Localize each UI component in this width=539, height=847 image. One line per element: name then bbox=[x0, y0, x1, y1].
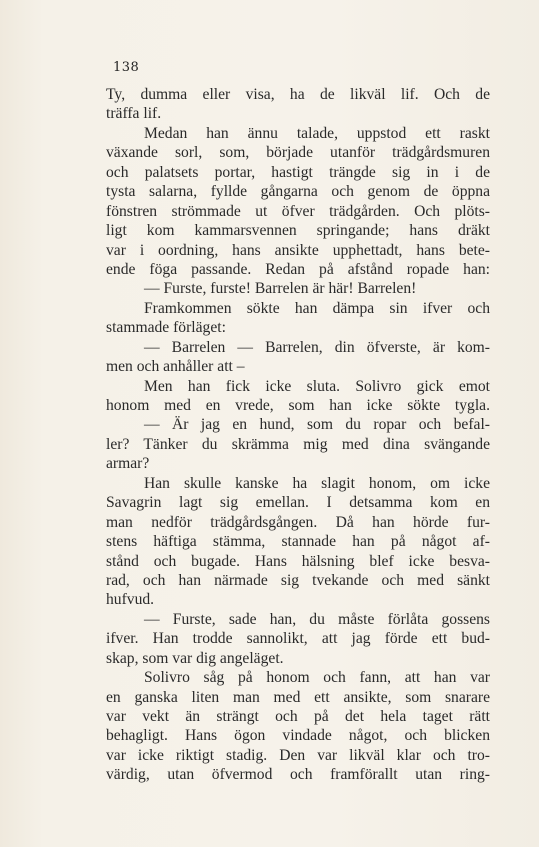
text-line: Savagrin lagt sig emellan. I detsamma kom en bbox=[106, 494, 490, 512]
text-line: rad, och han närmade sig tvekande och med sänkt bbox=[106, 571, 490, 589]
text-line: och palatsets portar, hastigt trängde sig in i de bbox=[106, 163, 490, 181]
text-line: behagligt. Hans ögon vindade något, och blicken bbox=[106, 727, 490, 745]
text-line: fönstren strömmade ut öfver trädgården. Och plöts- bbox=[106, 202, 490, 220]
text-line: ifver. Han trodde sannolikt, att jag förde ett bud- bbox=[106, 630, 490, 648]
text-line: stens häftiga stämma, stannade han på något af- bbox=[106, 533, 490, 551]
text-line: ler? Tänker du skrämma mig med dina svängande bbox=[106, 435, 490, 453]
text-line: var icke riktigt stadig. Den var likväl klar och tro- bbox=[106, 746, 490, 764]
text-line: Ty, dumma eller visa, ha de likväl lif. Och de bbox=[106, 86, 490, 103]
text-line: Medan han ännu talade, uppstod ett raskt bbox=[144, 124, 490, 142]
text-line: växande sorl, som, började utanför trädgårdsmuren bbox=[106, 144, 490, 162]
text-line: — Furste, sade han, du måste förlåta gossens bbox=[144, 610, 490, 628]
text-line: var vekt än strängt och på det hela taget rätt bbox=[106, 708, 490, 725]
text-line: ligt kom kammarsvennen springande; hans dräkt bbox=[106, 222, 490, 240]
text-line: träffa lif. bbox=[106, 105, 162, 123]
text-line: — Är jag en hund, som du ropar och befal- bbox=[144, 416, 490, 434]
text-line: stammade förläget: bbox=[106, 319, 226, 337]
page-number: 138 bbox=[113, 60, 140, 75]
text-line: armar? bbox=[106, 455, 150, 473]
text-line: man nedför trädgårdsgången. Då han hörde fur- bbox=[106, 513, 490, 531]
text-line: — Furste, furste! Barrelen är här! Barrelen! bbox=[144, 280, 417, 298]
body-text bbox=[106, 85, 490, 785]
text-line: Framkommen sökte han dämpa sin ifver och bbox=[144, 299, 490, 317]
text-line: hufvud. bbox=[106, 591, 155, 609]
text-line: Han skulle kanske ha slagit honom, om icke bbox=[144, 474, 490, 492]
text-line: Men han fick icke sluta. Solivro gick emot bbox=[144, 377, 490, 395]
text-line: tysta salarna, fyllde gångarna och genom de öppna bbox=[106, 183, 490, 201]
text-line: värdig, utan öfvermod och framförallt utan ring- bbox=[106, 766, 490, 784]
text-line: — Barrelen — Barrelen, din öfverste, är kom- bbox=[144, 338, 490, 356]
text-line: ende föga passande. Redan på afstånd ropade han: bbox=[106, 260, 490, 278]
text-line: honom med en vrede, som han icke sökte tygla. bbox=[106, 397, 490, 414]
text-line: var i oordning, hans ansikte upphettadt, hans bete- bbox=[106, 241, 490, 259]
text-line: skap, som var dig angeläget. bbox=[106, 649, 284, 667]
text-line: stånd och bugade. Hans hälsning blef icke besva- bbox=[106, 552, 490, 570]
text-line: men och anhåller att – bbox=[106, 358, 245, 376]
text-line: en ganska liten man med ett ansikte, som snarare bbox=[106, 688, 490, 706]
text-line: Solivro såg på honom och fann, att han var bbox=[144, 669, 490, 687]
